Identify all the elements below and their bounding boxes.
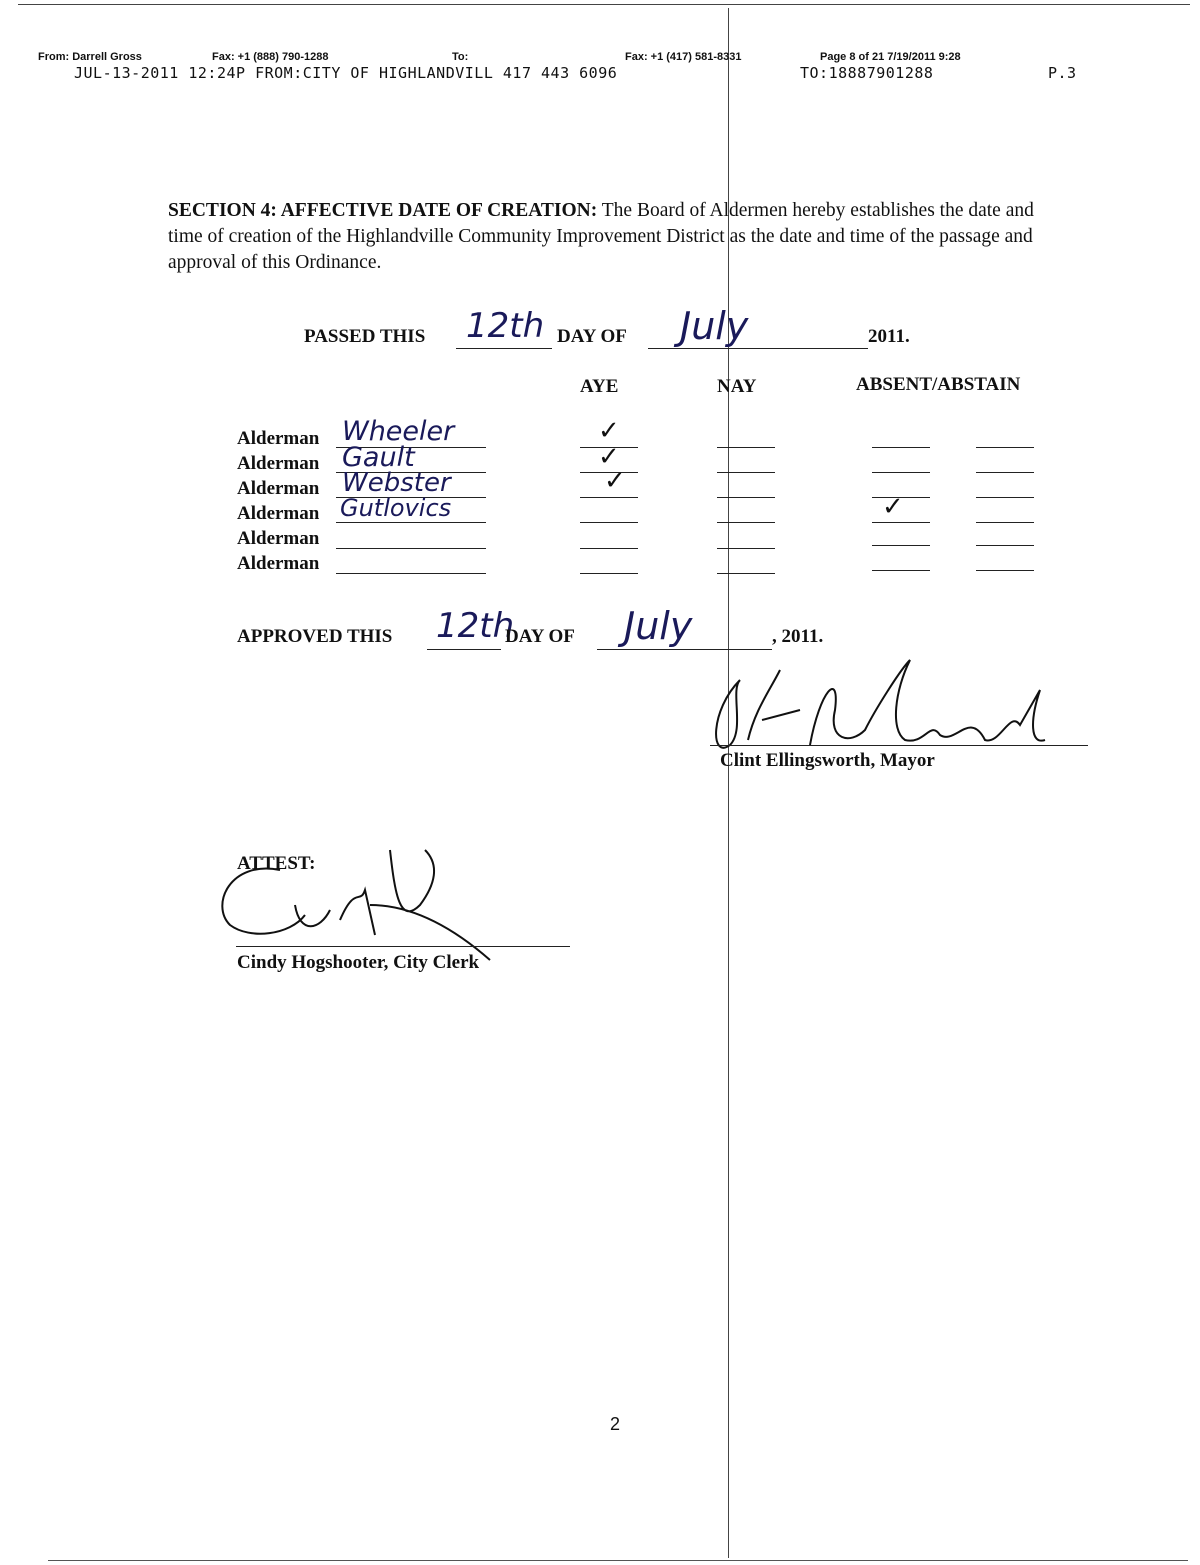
absent-line bbox=[872, 472, 930, 473]
absent-line bbox=[872, 447, 930, 448]
abstain-line bbox=[976, 570, 1034, 571]
section-4 bbox=[168, 198, 1068, 276]
header-aye: AYE bbox=[580, 376, 619, 397]
fax-to: To: bbox=[452, 51, 469, 63]
alderman-name-line bbox=[336, 522, 486, 523]
nay-line bbox=[717, 548, 775, 549]
section-4-body: The Board of Aldermen hereby establishes the date and time of creation of the Highlandville Community Improvement District as the date and time of the passage and approval of this Ordinance. bbox=[168, 200, 1034, 273]
mayor-name-title: Clint Ellingsworth, Mayor bbox=[720, 750, 935, 771]
abstain-line bbox=[976, 497, 1034, 498]
fax-to-line: TO:18887901288 bbox=[800, 64, 934, 82]
alderman-label: Alderman bbox=[237, 528, 320, 549]
approved-day: 12th bbox=[436, 606, 515, 646]
abstain-line bbox=[976, 447, 1034, 448]
fax-from-number: Fax: +1 (888) 790-1288 bbox=[212, 51, 329, 63]
fax-border-top bbox=[18, 4, 1190, 5]
alderman-label: Alderman bbox=[237, 428, 320, 449]
header-absent-abstain: ABSENT/ABSTAIN bbox=[856, 374, 1021, 395]
alderman-name-line bbox=[336, 548, 486, 549]
alderman-name: Gutlovics bbox=[340, 494, 452, 522]
approved-day-line bbox=[427, 649, 501, 650]
abstain-line bbox=[976, 545, 1034, 546]
abstain-line bbox=[976, 472, 1034, 473]
abstain-line bbox=[976, 522, 1034, 523]
attest-label: ATTEST: bbox=[237, 853, 316, 874]
clerk-name-title: Cindy Hogshooter, City Clerk bbox=[237, 952, 480, 973]
absent-check: ✓ bbox=[882, 492, 904, 521]
aye-line bbox=[580, 522, 638, 523]
passed-day-line bbox=[456, 348, 552, 349]
page-number: 2 bbox=[610, 1414, 621, 1434]
aye-check: ✓ bbox=[598, 416, 620, 445]
absent-line bbox=[872, 570, 930, 571]
alderman-label: Alderman bbox=[237, 478, 320, 499]
fax-page-code: P.3 bbox=[1048, 64, 1077, 82]
alderman-label: Alderman bbox=[237, 503, 320, 524]
aye-line bbox=[580, 548, 638, 549]
absent-line bbox=[872, 545, 930, 546]
fax-to-number: Fax: +1 (417) 581-8331 bbox=[625, 51, 742, 63]
header-nay: NAY bbox=[717, 376, 757, 397]
fax-border-bottom bbox=[48, 1560, 1188, 1561]
approved-label: APPROVED THIS bbox=[237, 626, 393, 647]
absent-line bbox=[872, 522, 930, 523]
fax-from: From: Darrell Gross bbox=[38, 51, 142, 63]
nay-line bbox=[717, 447, 775, 448]
passed-month: July bbox=[680, 304, 749, 348]
section-4-heading: SECTION 4: AFFECTIVE DATE OF CREATION: bbox=[168, 200, 598, 221]
aye-line bbox=[580, 497, 638, 498]
alderman-label: Alderman bbox=[237, 453, 320, 474]
approved-year: , 2011. bbox=[772, 626, 824, 647]
approved-day-of: DAY OF bbox=[505, 626, 575, 647]
fax-page-info: Page 8 of 21 7/19/2011 9:28 bbox=[820, 51, 961, 63]
passed-year: 2011. bbox=[868, 326, 910, 347]
approved-month: July bbox=[624, 604, 693, 648]
aye-check: ✓ bbox=[604, 466, 626, 495]
alderman-label: Alderman bbox=[237, 553, 320, 574]
alderman-name: Gault bbox=[342, 442, 415, 473]
nay-line bbox=[717, 497, 775, 498]
nay-line bbox=[717, 573, 775, 574]
alderman-name-line bbox=[336, 573, 486, 574]
nay-line bbox=[717, 472, 775, 473]
mayor-signature-line bbox=[710, 745, 1088, 746]
passed-month-line bbox=[648, 348, 868, 349]
passed-label: PASSED THIS bbox=[304, 326, 426, 347]
passed-day: 12th bbox=[466, 306, 545, 346]
aye-line bbox=[580, 573, 638, 574]
fax-transmission-line: JUL-13-2011 12:24P FROM:CITY OF HIGHLANDVILL 417 443 6096 bbox=[74, 64, 618, 82]
aye-check: ✓ bbox=[598, 442, 620, 471]
alderman-name: Webster bbox=[342, 468, 451, 498]
passed-day-of: DAY OF bbox=[557, 326, 627, 347]
nay-line bbox=[717, 522, 775, 523]
alderman-name: Wheeler bbox=[342, 416, 455, 447]
clerk-signature-line bbox=[236, 946, 570, 947]
